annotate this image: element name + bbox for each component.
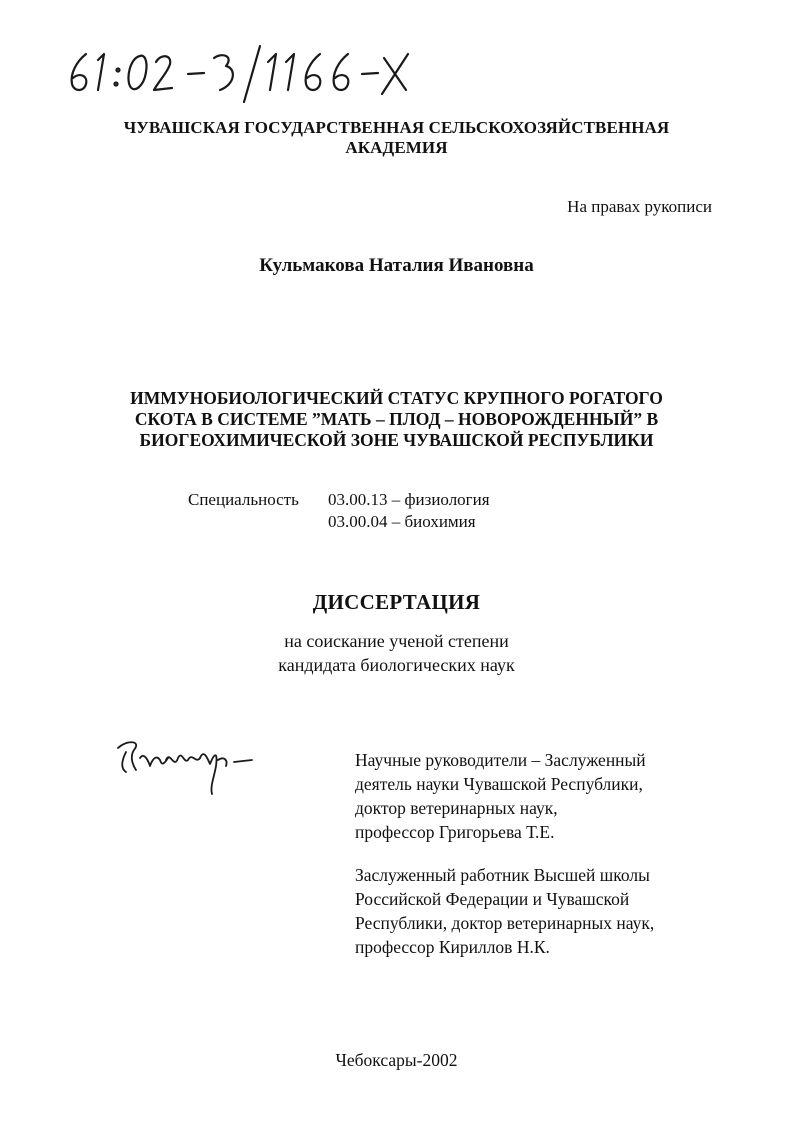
- document-type: ДИССЕРТАЦИЯ: [312, 590, 481, 614]
- city-year: Чебоксары-2002: [335, 1050, 458, 1070]
- title-line-2: СКОТА В СИСТЕМЕ ”МАТЬ – ПЛОД – НОВОРОЖДЕННЫЙ” В: [134, 409, 659, 429]
- institution-line-2: АКАДЕМИЯ: [345, 138, 448, 157]
- advisor-line: Заслуженный работник Высшей школы: [355, 865, 650, 885]
- rights-note: На правах рукописи: [567, 197, 712, 216]
- signature-drawing: [112, 730, 272, 800]
- degree-sought: [0, 629, 793, 677]
- title-line-1: ИММУНОБИОЛОГИЧЕСКИЙ СТАТУС КРУПНОГО РОГАТОГО: [130, 388, 663, 408]
- advisor-line: деятель науки Чувашской Республики,: [355, 774, 643, 794]
- degree-line-2: кандидата биологических наук: [278, 655, 515, 675]
- specialty-item: 03.00.13 – физиология: [328, 490, 490, 509]
- advisor-line: доктор ветеринарных наук,: [355, 798, 558, 818]
- advisor-line: Научные руководители – Заслуженный: [355, 750, 646, 770]
- advisor-line: профессор Кириллов Н.К.: [355, 937, 550, 957]
- institution-name: [0, 118, 793, 158]
- archive-code: [64, 40, 424, 104]
- handwritten-signature: [112, 730, 272, 800]
- advisor-line: профессор Григорьева Т.Е.: [355, 822, 555, 842]
- dissertation-title: [0, 388, 793, 451]
- advisor-block: [355, 863, 654, 959]
- title-line-3: БИОГЕОХИМИЧЕСКОЙ ЗОНЕ ЧУВАШСКОЙ РЕСПУБЛИКИ: [139, 430, 654, 450]
- degree-line-1: на соискание ученой степени: [284, 631, 509, 651]
- archive-code-handwriting: [64, 40, 424, 104]
- advisor-line: Российской Федерации и Чувашской: [355, 889, 630, 909]
- institution-line-1: ЧУВАШСКАЯ ГОСУДАРСТВЕННАЯ СЕЛЬСКОХОЗЯЙСТВЕННАЯ: [123, 118, 670, 137]
- advisor-line: Республики, доктор ветеринарных наук,: [355, 913, 655, 933]
- advisor-block: [355, 748, 646, 844]
- author-name: Кульмакова Наталия Ивановна: [259, 255, 534, 276]
- specialty-label: Специальность: [188, 490, 299, 509]
- specialty-item: 03.00.04 – биохимия: [328, 512, 476, 531]
